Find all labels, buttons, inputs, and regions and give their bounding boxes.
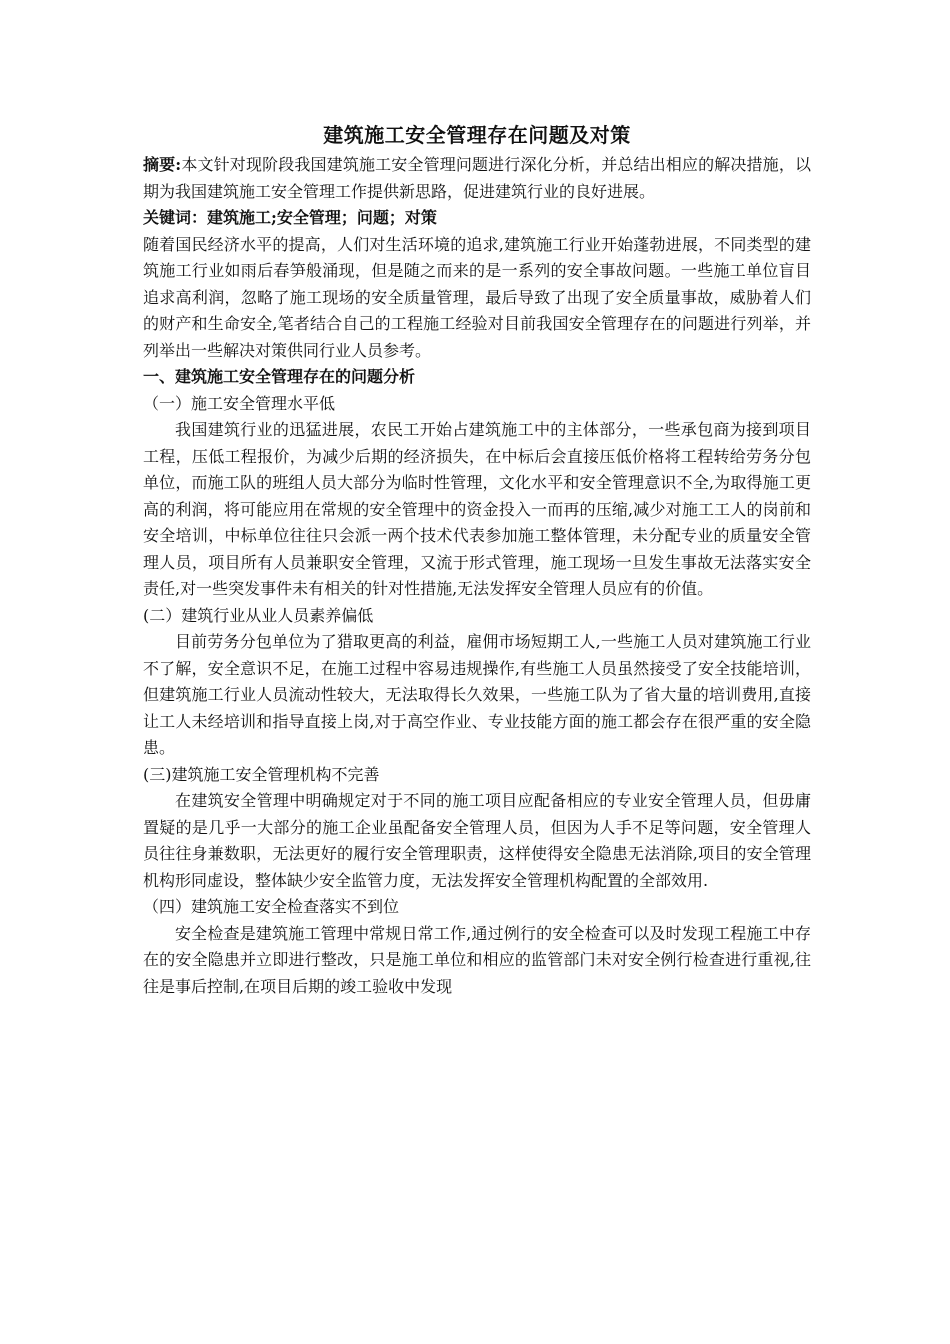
abstract-label: 摘要: xyxy=(143,155,182,174)
subsection-paragraph-2: 目前劳务分包单位为了猎取更高的利益，雇佣市场短期工人,一些施工人员对建筑施工行业不了解，安全意识不足，在施工过程中容易违规操作,有些施工人员虽然接受了安全技能培训，但建筑施工行业人员流动性较大，无法取得长久效果，一些施工队为了省大量的培训费用,直接让工人未经培训和指导直接上岗,对于高空作业、专业技能方面的施工都会存在很严重的安全隐患。 xyxy=(143,632,811,757)
document-title: 建筑施工安全管理存在问题及对策 xyxy=(323,123,631,147)
abstract xyxy=(143,152,811,205)
subsection-paragraph-1: 我国建筑行业的迅猛进展，农民工开始占建筑施工中的主体部分，一些承包商为接到项目工程，压低工程报价，为减少后期的经济损失，在中标后会直接压低价格将工程转给劳务分包单位，而施工队的班组人员大部分为临时性管理，文化水平和安全管理意识不全,为取得施工更高的利润，将可能应用在常规的安全管理中的资金投入一而再的压缩,减少对施工工人的岗前和安全培训，中标单位往往只会派一两个技术代表参加施工整体管理，未分配专业的质量安全管理人员，项目所有人员兼职安全管理，又流于形式管理，施工现场一旦发生事故无法落实安全责任,对一些突发事件未有相关的针对性措施,无法发挥安全管理人员应有的价值。 xyxy=(143,420,811,598)
subsection-paragraph-4: 安全检查是建筑施工管理中常规日常工作,通过例行的安全检查可以及时发现工程施工中存在的安全隐患并立即进行整改，只是施工单位和相应的监管部门未对安全例行检查进行重视,往往是事后控制,在项目后期的竣工验收中发现 xyxy=(143,923,811,996)
intro-paragraph: 随着国民经济水平的提高，人们对生活环境的追求,建筑施工行业开始蓬勃进展，不同类型的建筑施工行业如雨后春笋般涌现，但是随之而来的是一系列的安全事故问题。一些施工单位盲目追求高利润，忽略了施工现场的安全质量管理，最后导致了出现了安全质量事故，威胁着人们的财产和生命安全,笔者结合自己的工程施工经验对目前我国安全管理存在的问题进行列举，并列举出一些解决对策供同行业人员参考。 xyxy=(143,234,811,360)
keywords-text: 建筑施工;安全管理；问题；对策 xyxy=(207,208,437,227)
subsection-heading-2: (二）建筑行业从业人员素养偏低 xyxy=(143,605,374,625)
subsection-heading-4: （四）建筑施工安全检查落实不到位 xyxy=(143,897,400,916)
keywords xyxy=(143,205,811,232)
subsection-heading-3: (三)建筑施工安全管理机构不完善 xyxy=(143,764,380,784)
keywords-label: 关键词： xyxy=(143,208,208,227)
subsection-paragraph-3: 在建筑安全管理中明确规定对于不同的施工项目应配备相应的专业安全管理人员，但毋庸置疑的是几乎一大部分的施工企业虽配备安全管理人员，但因为人手不足等问题，安全管理人员往往身兼数职，无法更好的履行安全管理职责，这样使得安全隐患无法消除,项目的安全管理机构形同虚设，整体缺少安全监管力度，无法发挥安全管理机构配置的全部效用. xyxy=(143,791,811,890)
abstract-text: 本文针对现阶段我国建筑施工安全管理问题进行深化分析，并总结出相应的解决措施，以期为我国建筑施工安全管理工作提供新思路，促进建筑行业的良好进展。 xyxy=(143,155,811,201)
subsection-heading-1: （一）施工安全管理水平低 xyxy=(143,393,336,413)
document-page xyxy=(143,120,811,1000)
section-heading-1: 一、建筑施工安全管理存在的问题分析 xyxy=(143,367,416,386)
